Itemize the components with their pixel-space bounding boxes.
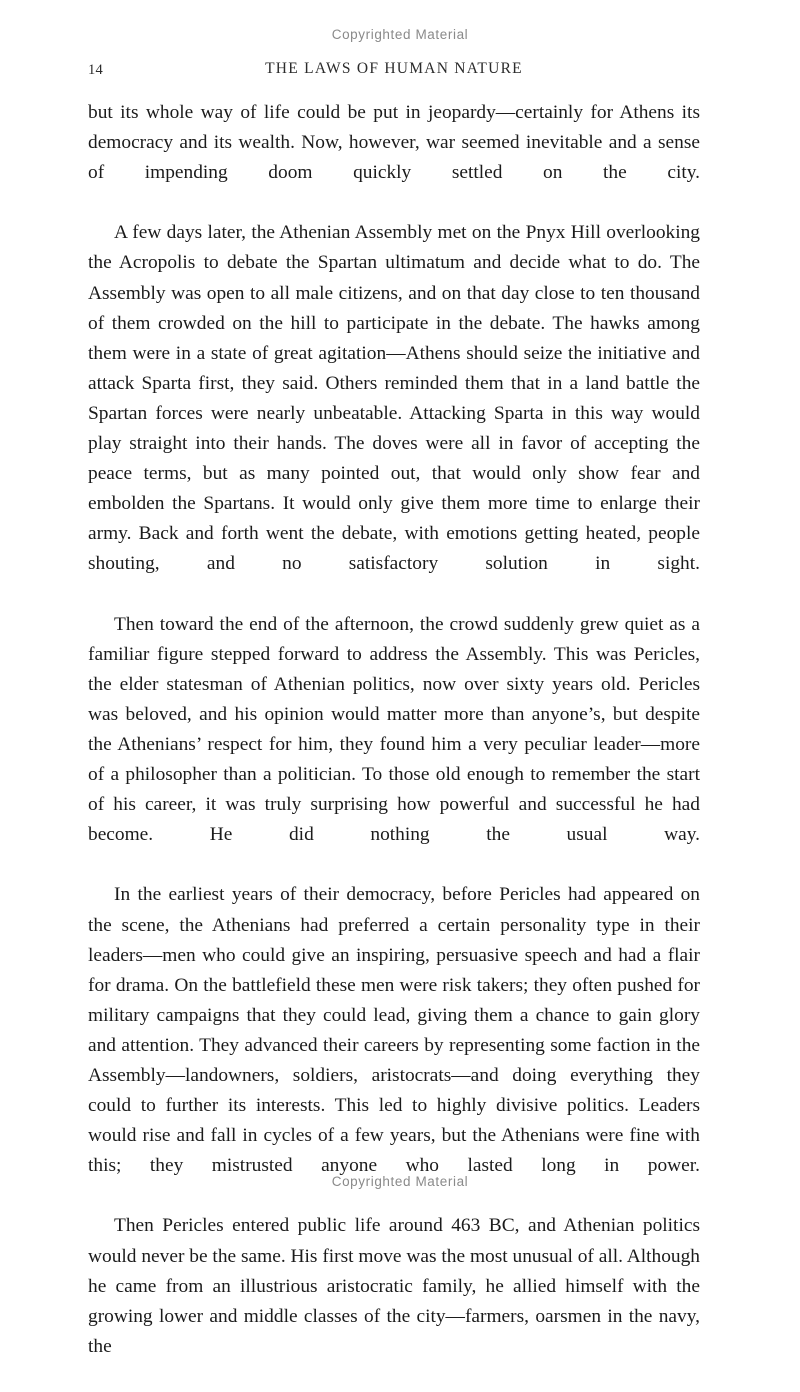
copyright-watermark-top: Copyrighted Material	[331, 27, 469, 42]
book-title-running-head: THE LAWS OF HUMAN NATURE	[265, 60, 523, 77]
paragraph: In the earliest years of their democracy, before Pericles had appeared on the scene, the Athenians had preferred a certain personality type in their leaders—men who could give an inspiring, persuasive speech and had a flair for drama. On the battlefield these men were risk takers; they often pushed for military campaigns that they could lead, giving them a chance to gain glory and attention. They advanced their careers by representing some faction in the Assembly—landowners, soldiers, aristocrats—and doing everything they could to further its interests. This led to highly divisive politics. Leaders would rise and fall in cycles of a few years, but the Athenians were fine with this; they mistrusted anyone who lasted long in power.	[88, 884, 700, 1177]
paragraph: A few days later, the Athenian Assembly met on the Pnyx Hill overlooking the Acropolis to debate the Spartan ultimatum and decide what to do. The Assembly was open to all male citizens, and on that day close to ten thousand of them crowded on the hill to participate in the debate. The hawks among them were in a state of great agitation—Athens should seize the initiative and attack Sparta first, they said. Others reminded them that in a land battle the Spartan forces were nearly unbeatable. Attacking Sparta in this way would play straight into their hands. The doves were all in favor of accepting the peace terms, but as many pointed out, that would only show fear and embolden the Spartans. It would only give them more time to enlarge their army. Back and forth went the debate, with emotions getting heated, people shouting, and no satisfactory solution in sight.	[88, 222, 700, 575]
page-number: 14	[88, 62, 104, 78]
paragraph: Then Pericles entered public life around 463 BC, and Athenian politics would never be the same. His first move was the most unusual of all. Although he came from an illustrious aristocratic family, he allied himself with the growing lower and middle classes of the city—farmers, oarsmen in the navy, the	[88, 1215, 700, 1357]
body-text-block	[88, 98, 700, 1392]
copyright-watermark-bottom: Copyrighted Material	[331, 1174, 469, 1189]
running-head	[88, 60, 700, 82]
paragraph: Then toward the end of the afternoon, the crowd suddenly grew quiet as a familiar figure stepped forward to address the Assembly. This was Pericles, the elder statesman of Athenian politics, now over sixty years old. Pericles was beloved, and his opinion would matter more than anyone’s, but despite the Athenians’ respect for him, they found him a very peculiar leader—more of a philosopher than a politician. To those old enough to remember the start of his career, it was truly surprising how powerful and successful he had become. He did nothing the usual way.	[88, 613, 700, 846]
paragraph: but its whole way of life could be put in jeopardy—certainly for Athens its democracy and its wealth. Now, however, war seemed inevitable and a sense of impending doom quickly settled on the city.	[88, 102, 700, 184]
